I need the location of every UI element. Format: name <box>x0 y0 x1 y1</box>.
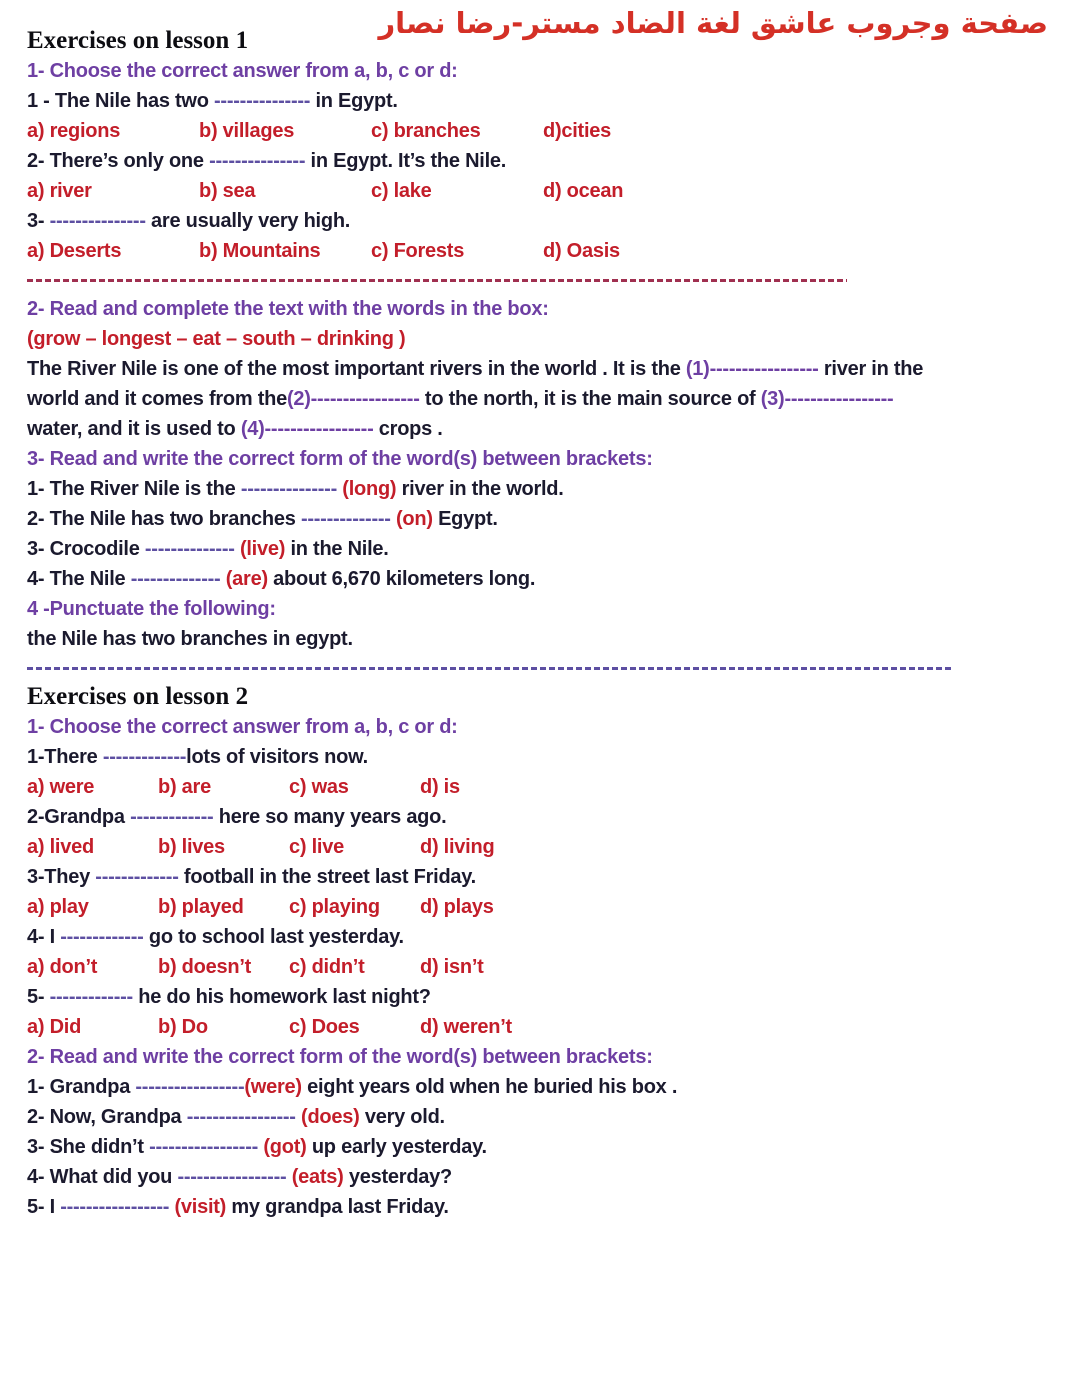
numbered-blank: (2)----------------- <box>286 388 420 410</box>
blank-dashes: ----------------- <box>135 1076 245 1098</box>
answer-option: a) play <box>27 896 89 918</box>
blank-dashes: -------------- <box>144 538 235 560</box>
lesson1-title: Exercises on lesson 1 <box>27 27 249 54</box>
lesson1-complete-heading: 2- Read and complete the text with the words in the box: <box>27 298 549 320</box>
text-run: river in the world. <box>396 478 564 500</box>
text-run: very old. <box>359 1106 445 1128</box>
text-run: Egypt. <box>432 508 498 530</box>
blank-dashes: -------------- <box>130 568 221 590</box>
lesson1-options-1 <box>27 116 1050 146</box>
text-run: 4- I <box>27 926 61 948</box>
blank-dashes: ----------------- <box>177 1166 287 1188</box>
lesson1-question-3 <box>27 206 1050 236</box>
text-run: The River Nile is one of the most important rivers in the world . It is the <box>27 358 686 380</box>
paragraph-line-2 <box>27 384 1050 414</box>
answer-option: a) river <box>27 180 92 202</box>
text-run: 1- The River Nile is the <box>27 478 241 500</box>
numbered-blank: (4)----------------- <box>240 418 374 440</box>
lesson2-bracket-item-5 <box>27 1192 1050 1222</box>
bracket-word: (long) <box>342 478 397 500</box>
lesson2-options-5 <box>27 1012 1050 1042</box>
lesson1-bracket-item-3 <box>27 534 1050 564</box>
numbered-blank: (3)----------------- <box>760 388 894 410</box>
blank-dashes: --------------- <box>209 150 306 172</box>
text-run: 2- Now, Grandpa <box>27 1106 187 1128</box>
lesson1-bracket-item-2 <box>27 504 1050 534</box>
bracket-word: (does) <box>301 1106 360 1128</box>
answer-option: c) didn’t <box>289 956 365 978</box>
text-run: 5- I <box>27 1196 61 1218</box>
lesson1-question-1 <box>27 86 1050 116</box>
text-run: here so many years ago. <box>213 806 447 828</box>
blank-dashes: -------------- <box>300 508 391 530</box>
text-run: 3-They <box>27 866 96 888</box>
lesson2-bracket-item-3 <box>27 1132 1050 1162</box>
lesson1-bracket-heading: 3- Read and write the correct form of the word(s) between brackets: <box>27 448 653 470</box>
answer-option: c) live <box>289 836 344 858</box>
blank-dashes: ----------------- <box>186 1106 296 1128</box>
bracket-word: (eats) <box>291 1166 344 1188</box>
lesson1-question-2 <box>27 146 1050 176</box>
bracket-word: (are) <box>225 568 268 590</box>
text-run: 2- The Nile has two branches <box>27 508 301 530</box>
text-run: river in the <box>818 358 924 380</box>
text-run: 4- What did you <box>27 1166 178 1188</box>
lesson2-question-1 <box>27 742 1050 772</box>
word-box: (grow – longest – eat – south – drinking ) <box>27 328 406 350</box>
answer-option: a) lived <box>27 836 94 858</box>
paragraph-line-1 <box>27 354 1050 384</box>
answer-option: d) weren’t <box>420 1016 512 1038</box>
text-run: 1 - The Nile has two <box>27 90 215 112</box>
text-run: in Egypt. It’s the Nile. <box>305 150 507 172</box>
lesson2-bracket-item-1 <box>27 1072 1050 1102</box>
answer-option: b) doesn’t <box>158 956 252 978</box>
text-run: my grandpa last Friday. <box>226 1196 449 1218</box>
answer-option: b) are <box>158 776 211 798</box>
text-run: crops . <box>373 418 443 440</box>
answer-option: c) branches <box>371 120 481 142</box>
text-run: 4- The Nile <box>27 568 131 590</box>
punctuate-sentence: the Nile has two branches in egypt. <box>27 628 353 650</box>
lesson2-title: Exercises on lesson 2 <box>27 683 249 710</box>
answer-option: b) Mountains <box>199 240 321 262</box>
lesson1-options-3 <box>27 236 1050 266</box>
text-run: football in the street last Friday. <box>178 866 476 888</box>
numbered-blank: (1)----------------- <box>685 358 819 380</box>
lesson2-question-3 <box>27 862 1050 892</box>
punctuate-heading: 4 -Punctuate the following: <box>27 598 276 620</box>
lesson1-options-2 <box>27 176 1050 206</box>
answer-option: b) villages <box>199 120 295 142</box>
blank-dashes: --------------- <box>240 478 337 500</box>
text-run: 1-There <box>27 746 103 768</box>
blank-dashes: ------------- <box>49 986 133 1008</box>
answer-option: a) regions <box>27 120 121 142</box>
lesson2-bracket-item-2 <box>27 1102 1050 1132</box>
lesson1-bracket-item-4 <box>27 564 1050 594</box>
answer-option: c) playing <box>289 896 380 918</box>
blank-dashes: ------------- <box>102 746 187 768</box>
blank-dashes: ------------- <box>130 806 214 828</box>
separator-dashes <box>27 279 847 282</box>
lesson2-options-3 <box>27 892 1050 922</box>
lesson2-question-2 <box>27 802 1050 832</box>
section-separator-1 <box>27 266 1050 294</box>
text-run: 1- Grandpa <box>27 1076 136 1098</box>
lesson2-bracket-heading: 2- Read and write the correct form of the word(s) between brackets: <box>27 1046 653 1068</box>
text-run: 3- <box>27 210 50 232</box>
separator-dashes <box>27 667 953 670</box>
answer-option: d) living <box>420 836 495 858</box>
text-run: 3- She didn’t <box>27 1136 150 1158</box>
text-run: lots of visitors now. <box>186 746 368 768</box>
answer-option: d) Oasis <box>543 240 620 262</box>
text-run: go to school last yesterday. <box>143 926 404 948</box>
arabic-header: صفحة وجروب عاشق لغة الضاد مستر-رضا نصار <box>378 6 1048 40</box>
text-run: about 6,670 kilometers long. <box>267 568 536 590</box>
answer-option: d) ocean <box>543 180 624 202</box>
blank-dashes: --------------- <box>49 210 146 232</box>
blank-dashes: ----------------- <box>149 1136 259 1158</box>
bracket-word: (live) <box>239 538 286 560</box>
answer-option: b) sea <box>199 180 256 202</box>
answer-option: b) played <box>158 896 244 918</box>
lesson1-bracket-item-1 <box>27 474 1050 504</box>
bracket-word: (visit) <box>174 1196 227 1218</box>
text-run: in Egypt. <box>310 90 398 112</box>
lesson2-options-4 <box>27 952 1050 982</box>
blank-dashes: ------------- <box>60 926 144 948</box>
lesson2-options-1 <box>27 772 1050 802</box>
answer-option: d)cities <box>543 120 612 142</box>
blank-dashes: ------------- <box>95 866 179 888</box>
answer-option: a) don’t <box>27 956 98 978</box>
answer-option: a) were <box>27 776 95 798</box>
answer-option: b) lives <box>158 836 225 858</box>
lesson2-choose-heading: 1- Choose the correct answer from a, b, c or d: <box>27 716 458 738</box>
text-run: 3- Crocodile <box>27 538 145 560</box>
section-separator-2 <box>27 654 1050 682</box>
text-run: world and it comes from the <box>27 388 287 410</box>
text-run: 2- There’s only one <box>27 150 210 172</box>
lesson1-choose-heading: 1- Choose the correct answer from a, b, c or d: <box>27 60 458 82</box>
answer-option: c) was <box>289 776 349 798</box>
answer-option: a) Deserts <box>27 240 122 262</box>
text-run: to the north, it is the main source of <box>419 388 761 410</box>
answer-option: c) lake <box>371 180 432 202</box>
lesson2-question-5 <box>27 982 1050 1012</box>
answer-option: c) Forests <box>371 240 465 262</box>
text-run: he do his homework last night? <box>132 986 431 1008</box>
answer-option: a) Did <box>27 1016 82 1038</box>
bracket-word: (were) <box>244 1076 302 1098</box>
text-run: eight years old when he buried his box . <box>301 1076 678 1098</box>
text-run: water, and it is used to <box>27 418 241 440</box>
lesson2-bracket-item-4 <box>27 1162 1050 1192</box>
paragraph-line-3 <box>27 414 1050 444</box>
answer-option: d) plays <box>420 896 494 918</box>
blank-dashes: --------------- <box>214 90 311 112</box>
answer-option: c) Does <box>289 1016 360 1038</box>
answer-option: d) is <box>420 776 460 798</box>
text-run: are usually very high. <box>145 210 351 232</box>
lesson2-options-2 <box>27 832 1050 862</box>
answer-option: d) isn’t <box>420 956 484 978</box>
blank-dashes: ----------------- <box>60 1196 170 1218</box>
bracket-word: (got) <box>263 1136 307 1158</box>
answer-option: b) Do <box>158 1016 208 1038</box>
text-run: up early yesterday. <box>306 1136 487 1158</box>
text-run: 5- <box>27 986 50 1008</box>
text-run: yesterday? <box>343 1166 453 1188</box>
bracket-word: (on) <box>396 508 433 530</box>
lesson2-question-4 <box>27 922 1050 952</box>
text-run: 2-Grandpa <box>27 806 131 828</box>
text-run: in the Nile. <box>285 538 389 560</box>
